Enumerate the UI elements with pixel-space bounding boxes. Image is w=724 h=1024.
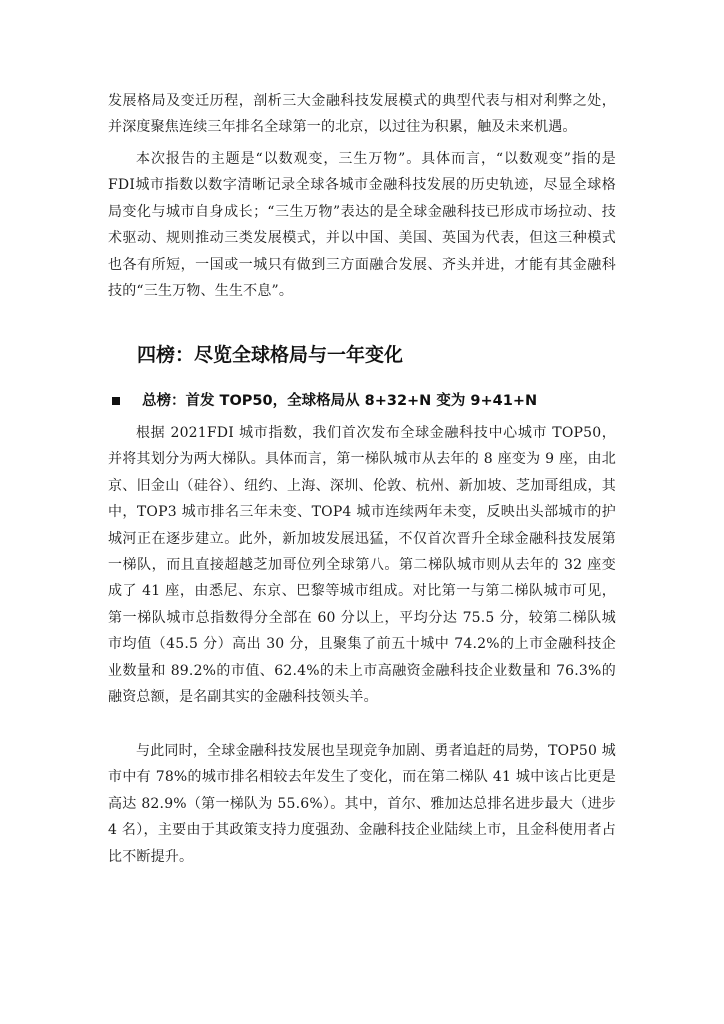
section-title: 四榜：尽览全球格局与一年变化 xyxy=(137,344,404,366)
ranking-paragraph: 根据 2021FDI 城市指数，我们首次发布全球金融科技中心城市 TOP50，并将其划分为两大梯队。具体而言，第一梯队城市从去年的 8 座变为 9 座，由北京、旧金山（硅谷）、纽约、上海、深圳、伦敦、杭州、新加坡、芝加哥组成，其中，TOP3 城市排名三年未变、TOP4 城市连续两年未变，反映出头部城市的护城河正在逐步建立。此外，新加坡发展迅猛，不仅首次晋升全球金融科技发展第一梯队，而且直接超越芝加哥位列全球第八。第二梯队城市则从去年的 32 座变成了 41 座，由悉尼、东京、巴黎等城市组成。对比第一与第二梯队城市可见，第一梯队城市总指数得分全部在 60 分以上，平均分达 75.5 分，较第二梯队城市均值（45.5 分）高出 30 分，且聚集了前五十城中 74.2%的上市金融科技企业数量和 89.2%的市值、62.4%的未上市高融资金融科技企业数量和 76.3%的融资总额，是名副其实的金融科技领头羊。 xyxy=(108,425,616,706)
square-bullet-icon xyxy=(112,397,120,405)
intro-continuation-paragraph: 发展格局及变迁历程，剖析三大金融科技发展模式的典型代表与相对利弊之处，并深度聚焦连续三年排名全球第一的北京，以过往为积累，触及未来机遇。 xyxy=(108,93,616,136)
report-theme-paragraph: 本次报告的主题是“以数观变，三生万物”。具体而言，“以数观变”指的是FDI城市指数以数字清晰记录全球各城市金融科技发展的历史轨迹，尽显全球格局变化与城市自身成长；“三生万物”表达的是全球金融科技已形成市场拉动、技术驱动、规则推动三类发展模式，并以中国、美国、英国为代表，但这三种模式也各有所短，一国或一城只有做到三方面融合发展、齐头并进，才能有其金融科技的“三生万物、生生不息”。 xyxy=(108,151,616,300)
subsection-heading xyxy=(108,388,537,414)
competition-paragraph: 与此同时，全球金融科技发展也呈现竞争加剧、勇者追赶的局势，TOP50 城市中有 78%的城市排名相较去年发生了变化，而在第二梯队 41 城中该占比更是高达 82.9%（第一梯队为 55.6%）。其中，首尔、雅加达总排名进步最大（进步 4 名），主要由于其政策支持力度强劲、金融科技企业陆续上市，且金科使用者占比不断提升。 xyxy=(108,743,616,865)
subsection-title: 总榜：首发 TOP50，全球格局从 8+32+N 变为 9+41+N xyxy=(142,393,538,409)
